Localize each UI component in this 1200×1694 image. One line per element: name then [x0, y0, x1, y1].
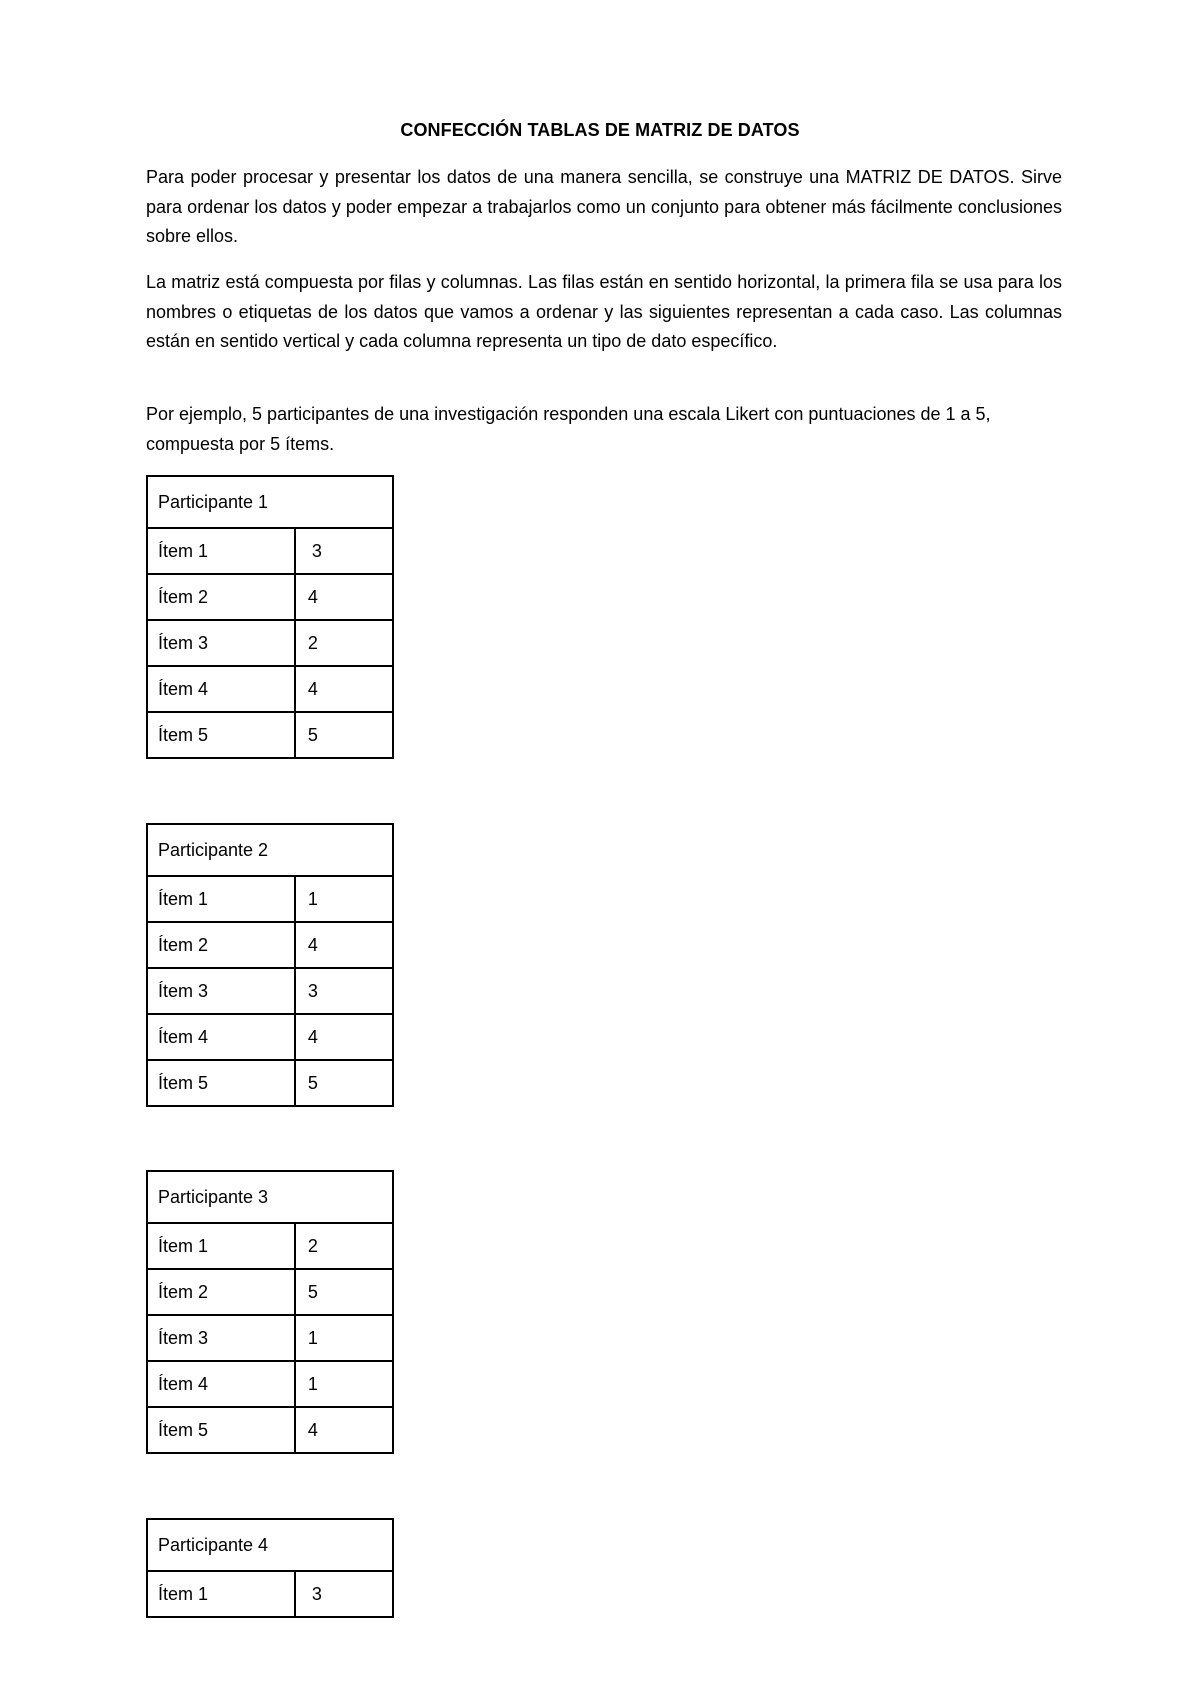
item-value: 4	[295, 666, 393, 712]
table-row	[147, 1407, 393, 1453]
item-value: 1	[295, 1315, 393, 1361]
table-row	[147, 1361, 393, 1407]
item-value: 3	[295, 1571, 393, 1617]
table-row	[147, 1060, 393, 1106]
item-label: Ítem 5	[147, 712, 295, 758]
item-value: 1	[295, 1361, 393, 1407]
table-row	[147, 1014, 393, 1060]
item-label: Ítem 2	[147, 574, 295, 620]
table-row	[147, 528, 393, 574]
item-label: Ítem 5	[147, 1060, 295, 1106]
paragraph-example: Por ejemplo, 5 participantes de una investigación responden una escala Likert con puntuaciones de 1 a 5, compuesta por 5 ítems.	[146, 404, 991, 454]
document-title: CONFECCIÓN TABLAS DE MATRIZ DE DATOS	[400, 120, 800, 140]
item-label: Ítem 3	[147, 1315, 295, 1361]
item-label: Ítem 5	[147, 1407, 295, 1453]
table-header: Participante 4	[147, 1519, 393, 1571]
table-row	[147, 1315, 393, 1361]
table-row	[147, 1571, 393, 1617]
item-label: Ítem 1	[147, 1571, 295, 1617]
item-value: 5	[295, 1060, 393, 1106]
item-value: 4	[295, 574, 393, 620]
table-header: Participante 2	[147, 824, 393, 876]
table-row	[147, 922, 393, 968]
item-label: Ítem 4	[147, 1014, 295, 1060]
table-row	[147, 712, 393, 758]
table-row	[147, 968, 393, 1014]
paragraph-intro: Para poder procesar y presentar los datos de una manera sencilla, se construye una MATRIZ DE DATOS. Sirve para ordenar los datos y poder empezar a trabajarlos como un conjunto para obtener más fácilmente conclusiones sobre ellos.	[146, 167, 1062, 246]
table-row	[147, 666, 393, 712]
item-value: 4	[295, 922, 393, 968]
item-value: 5	[295, 1269, 393, 1315]
item-value: 2	[295, 620, 393, 666]
table-row	[147, 1223, 393, 1269]
item-value: 4	[295, 1014, 393, 1060]
item-value: 5	[295, 712, 393, 758]
item-label: Ítem 3	[147, 968, 295, 1014]
item-value: 1	[295, 876, 393, 922]
participant-3-table	[146, 1170, 394, 1454]
item-value: 4	[295, 1407, 393, 1453]
item-label: Ítem 3	[147, 620, 295, 666]
table-row	[147, 876, 393, 922]
table-row	[147, 1269, 393, 1315]
table-header: Participante 3	[147, 1171, 393, 1223]
participant-2-table	[146, 823, 394, 1107]
table-row	[147, 574, 393, 620]
item-label: Ítem 4	[147, 666, 295, 712]
item-value: 3	[295, 528, 393, 574]
paragraph-matrix-structure: La matriz está compuesta por filas y columnas. Las filas están en sentido horizontal, la primera fila se usa para los nombres o etiquetas de los datos que vamos a ordenar y las siguientes representan a cada caso. Las columnas están en sentido vertical y cada columna representa un tipo de dato específico.	[146, 272, 1062, 351]
item-value: 2	[295, 1223, 393, 1269]
table-row	[147, 620, 393, 666]
item-label: Ítem 2	[147, 1269, 295, 1315]
item-label: Ítem 2	[147, 922, 295, 968]
item-label: Ítem 4	[147, 1361, 295, 1407]
table-header: Participante 1	[147, 476, 393, 528]
item-value: 3	[295, 968, 393, 1014]
item-label: Ítem 1	[147, 876, 295, 922]
participant-4-table	[146, 1518, 394, 1618]
item-label: Ítem 1	[147, 1223, 295, 1269]
item-label: Ítem 1	[147, 528, 295, 574]
participant-1-table	[146, 475, 394, 759]
